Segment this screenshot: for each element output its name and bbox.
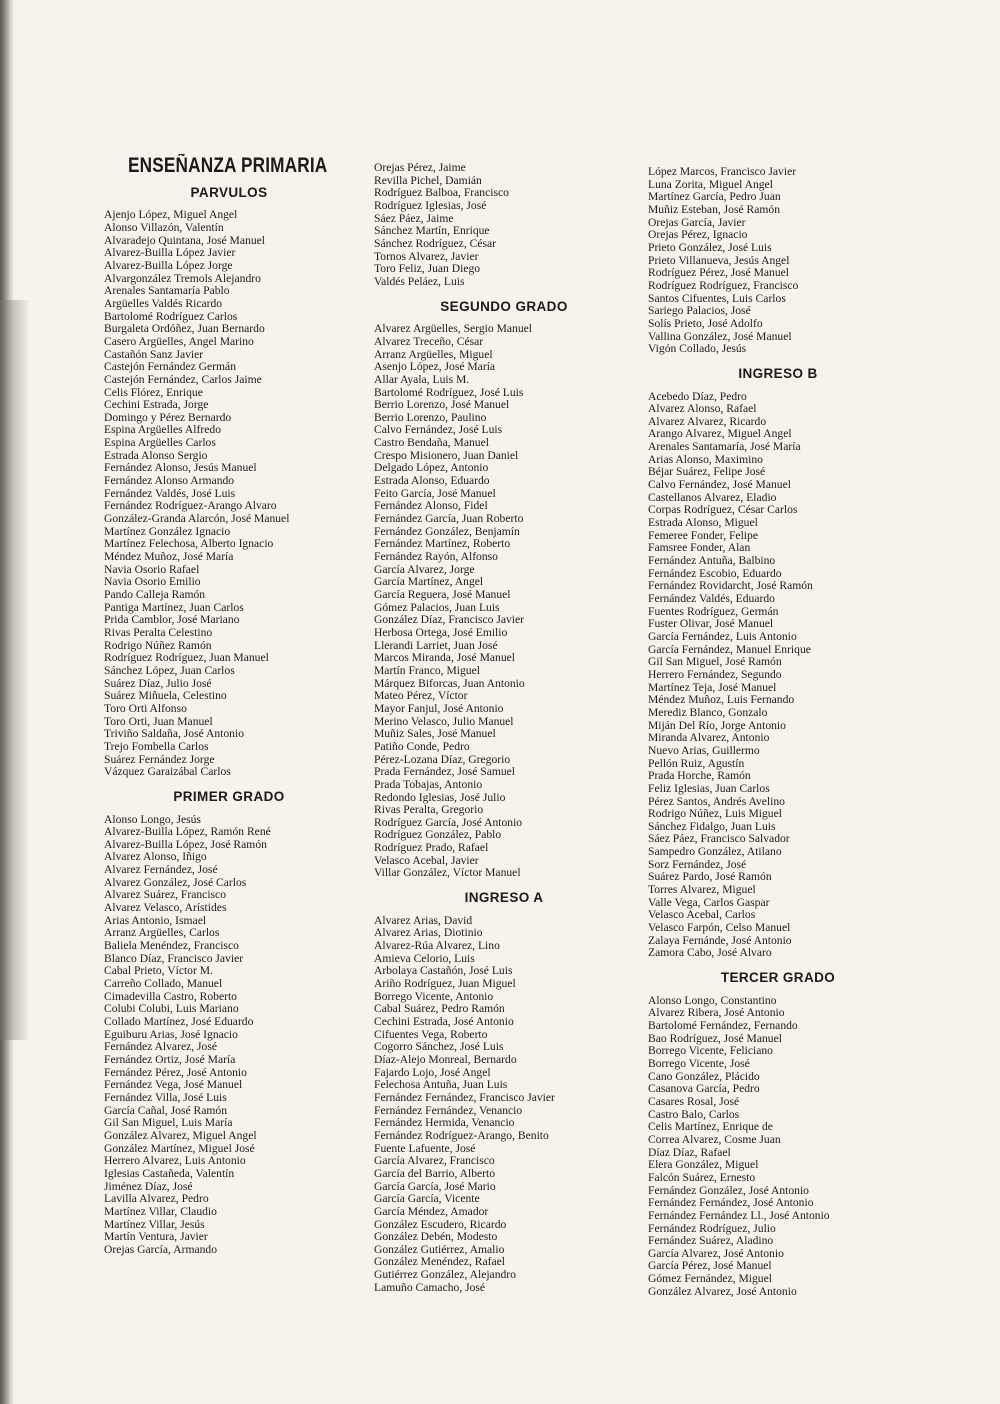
list-item: Borrego Vicente, Feliciano (648, 1044, 773, 1058)
list-item: Domingo y Pérez Bernardo (104, 410, 232, 424)
list-item: Mateo Pérez, Víctor (374, 689, 468, 703)
list-item: Orejas Pérez, Jaime (374, 161, 466, 174)
list-item: Iglesias Castañeda, Valentín (104, 1166, 235, 1180)
list-item: Zamora Cabo, José Alvaro (648, 946, 772, 960)
list-item: Rodríguez González, Pablo (374, 828, 502, 842)
list-item: Colubi Colubi, Luis Mariano (104, 1002, 239, 1016)
list-item: Arias Antonio, Ismael (104, 913, 207, 927)
name-list (374, 162, 634, 289)
list-item: Acebedo Díaz, Pedro (648, 389, 747, 403)
list-item: Méndez Muñoz, José María (104, 550, 234, 564)
list-item: Pérez Santos, Andrés Avelino (648, 794, 785, 808)
list-item: Estrada Alonso, Miguel (648, 516, 758, 530)
list-item: Herrero Alvarez, Luis Antonio (104, 1154, 246, 1168)
list-item: Fernández Rodríguez-Arango Alvaro (104, 499, 277, 513)
list-item: Alvarez Treceño, César (374, 334, 484, 348)
list-item: Martínez Villar, Jesús (104, 1217, 205, 1231)
list-item: Méndez Muñoz, Luis Fernando (648, 693, 795, 707)
list-item: Alvarez Velasco, Arístides (104, 901, 227, 915)
list-item: Fernández Valdés, José Luis (104, 486, 236, 500)
list-item: Lavilla Alvarez, Pedro (104, 1192, 209, 1206)
list-item: Cogorro Sánchez, José Luis (374, 1040, 504, 1054)
list-item: Alvarez Alonso, Rafael (648, 402, 757, 416)
section-heading-tercer-grado: TERCER GRADO (720, 970, 836, 986)
list-item: Fernández Alonso, Jesús Manuel (104, 461, 257, 475)
name-list (648, 166, 908, 356)
section-heading-segundo-grado: SEGUNDO GRADO (440, 298, 568, 314)
list-item: Berrio Lorenzo, Paulino (374, 410, 487, 424)
list-item: Feliz Iglesias, Juan Carlos (648, 781, 770, 795)
list-item: Velasco Acebal, Javier (374, 853, 479, 867)
list-item: Luna Zorita, Miguel Angel (648, 177, 773, 191)
list-item: Bartolomé Rodríguez Carlos (104, 309, 238, 323)
list-item: Vázquez Garaizábal Carlos (104, 765, 231, 779)
list-item: González Menéndez, Rafael (374, 1255, 506, 1269)
list-item: Alvarez Alonso, Iñigo (104, 850, 207, 864)
list-item: Orejas García, Armando (104, 1242, 217, 1256)
list-item: Solís Prieto, José Adolfo (648, 316, 763, 330)
list-item: Fernández Fernández, Venancio (374, 1103, 523, 1117)
list-item: Alvarez Suárez, Francisco (104, 888, 227, 902)
list-item: Carreño Collado, Manuel (104, 977, 223, 991)
name-list (648, 995, 908, 1299)
list-item: Alvargonzález Tremols Alejandro (104, 271, 261, 285)
list-item: Miranda Alvarez, Antonio (648, 731, 770, 745)
list-item: Calvo Fernández, José Luis (374, 423, 503, 437)
list-item: Allar Ayala, Luis M. (374, 372, 470, 386)
list-item: Borrego Vicente, Antonio (374, 989, 494, 1003)
list-item: Gómez Fernández, Miguel (648, 1272, 772, 1286)
list-item: Rodríguez Balboa, Francisco (374, 186, 509, 200)
list-item: Prida Camblor, José Mariano (104, 613, 240, 627)
list-item: González Gutiérrez, Amalio (374, 1242, 505, 1256)
list-item: Crespo Misionero, Juan Daniel (374, 448, 519, 462)
list-item: Bartolomé Rodríguez, José Luis (374, 385, 524, 399)
list-item: Prieto Villanueva, Jesús Angel (648, 253, 790, 267)
section-heading-ingreso-b: INGRESO B (738, 365, 818, 381)
list-item: Alvarez-Builla López Jorge (104, 258, 233, 272)
list-item: Castro Balo, Carlos (648, 1107, 740, 1121)
list-item: Pantiga Martínez, Juan Carlos (104, 600, 244, 614)
list-item: Bao Rodríguez, José Manuel (648, 1031, 782, 1045)
list-item: Corpas Rodríguez, César Carlos (648, 503, 798, 517)
list-item: Muñiz Sales, José Manuel (374, 727, 496, 741)
list-item: Gil San Miguel, Luis María (104, 1116, 233, 1130)
list-item: Berrio Lorenzo, José Manuel (374, 398, 510, 412)
list-item: Famsree Fonder, Alan (648, 541, 751, 555)
list-item: Fernández Suárez, Aladino (648, 1234, 774, 1248)
list-item: Prada Fernández, José Samuel (374, 765, 516, 779)
list-item: Martínez Villar, Claudio (104, 1204, 217, 1218)
scan-photo-fragment (0, 300, 30, 1040)
list-item: Cabal Prieto, Víctor M. (104, 964, 213, 978)
list-item: Castañón Sanz Javier (104, 347, 204, 361)
list-item: Suárez Díaz, Julio José (104, 676, 212, 690)
list-item: Díaz Díaz, Rafael (648, 1145, 731, 1159)
list-item: García Cañal, José Ramón (104, 1103, 227, 1117)
list-item: Martínez Felechosa, Alberto Ignacio (104, 537, 274, 551)
list-item: Velasco Farpón, Celso Manuel (648, 921, 791, 935)
section-heading-primer-grado: PRIMER GRADO (173, 788, 285, 804)
section-heading-parvulos: PARVULOS (190, 184, 268, 200)
list-item: Valdés Peláez, Luis (374, 274, 465, 288)
list-item: Alvarez Arias, David (374, 913, 473, 927)
list-item: Celis Martínez, Enrique de (648, 1120, 773, 1134)
list-item: Suárez Miñuela, Celestino (104, 689, 227, 703)
list-item: Asenjo López, José María (374, 360, 496, 374)
list-item: Sorz Fernández, José (648, 857, 747, 871)
list-item: Suárez Pardo, José Ramón (648, 870, 772, 884)
list-item: Sáez Páez, Francisco Salvador (648, 832, 790, 846)
page-title: ENSEÑANZA PRIMARIA (128, 154, 328, 177)
list-item: Arbolaya Castañón, José Luis (374, 964, 513, 978)
list-item: García Alvarez, Jorge (374, 562, 475, 576)
list-item: Burgaleta Ordóñez, Juan Bernardo (104, 322, 265, 336)
list-item: Fernández Martínez, Roberto (374, 537, 511, 551)
list-item: González Debén, Modesto (374, 1230, 498, 1244)
list-item: Alvarez Alvarez, Ricardo (648, 414, 767, 428)
list-item: Rodríguez Iglesias, José (374, 198, 487, 212)
list-item: García García, Vicente (374, 1192, 480, 1206)
list-item: Fuentes Rodríguez, Germán (648, 604, 779, 618)
list-item: Navia Osorio Emilio (104, 575, 201, 589)
list-item: Elera González, Miguel (648, 1158, 759, 1172)
list-item: Sáez Páez, Jaime (374, 211, 454, 225)
list-item: Falcón Suárez, Ernesto (648, 1170, 756, 1184)
list-item: Gil San Miguel, José Ramón (648, 655, 782, 669)
list-item: Pérez-Lozana Díaz, Gregorio (374, 752, 511, 766)
list-item: Suárez Fernández Jorge (104, 752, 215, 766)
list-item: Nuevo Arias, Guillermo (648, 743, 760, 757)
list-item: García Martínez, Angel (374, 575, 484, 589)
list-item: Gómez Palacios, Juan Luis (374, 600, 500, 614)
list-item: Martínez García, Pedro Juan (648, 190, 781, 204)
list-item: Fernández Hermida, Venancio (374, 1116, 515, 1130)
list-item: Fernández García, Juan Roberto (374, 512, 524, 526)
list-item: Fernández Fernández, José Antonio (648, 1196, 814, 1210)
list-item: García García, José Mario (374, 1179, 496, 1193)
list-item: Cimadevilla Castro, Roberto (104, 989, 237, 1003)
list-item: García Fernández, Manuel Enrique (648, 642, 811, 656)
name-list (648, 391, 908, 961)
list-item: Toro Orti, Juan Manuel (104, 714, 213, 728)
list-item: Cechini Estrada, Jorge (104, 398, 209, 412)
list-item: García Fernández, Luis Antonio (648, 629, 797, 643)
list-item: Revilla Pichel, Damián (374, 173, 482, 187)
list-item: Tornos Alvarez, Javier (374, 249, 479, 263)
list-item: Fernández Rovidarcht, José Ramón (648, 579, 813, 593)
list-item: Rodríguez Prado, Rafael (374, 841, 489, 855)
list-item: García Alvarez, José Antonio (648, 1246, 784, 1260)
list-item: Castejón Fernández Germán (104, 360, 236, 374)
list-item: Herrero Fernández, Segundo (648, 667, 782, 681)
list-item: Sánchez López, Juan Carlos (104, 663, 235, 677)
list-item: Castejón Fernández, Carlos Jaime (104, 372, 262, 386)
list-item: Casanova García, Pedro (648, 1082, 760, 1096)
list-item: Castellanos Alvarez, Eladio (648, 490, 777, 504)
list-item: Fernández Pérez, José Antonio (104, 1065, 247, 1079)
list-item: Valle Vega, Carlos Gaspar (648, 895, 770, 909)
list-item: Fernández Fernández Ll., José Antonio (648, 1208, 830, 1222)
list-item: Díaz-Alejo Monreal, Bernardo (374, 1052, 517, 1066)
list-item: Cechini Estrada, José Antonio (374, 1015, 514, 1028)
list-item: Arranz Argüelles, Miguel (374, 347, 493, 361)
list-item: Baliela Menéndez, Francisco (104, 939, 239, 953)
list-item: Sánchez Martín, Enrique (374, 224, 490, 238)
list-item: Alvarez-Rúa Alvarez, Lino (374, 939, 500, 953)
list-item: Pando Calleja Ramón (104, 588, 206, 601)
list-item: Alvarez-Builla López, Ramón René (104, 825, 271, 839)
list-item: Arranz Argüelles, Carlos (104, 926, 220, 940)
list-item: Feito García, José Manuel (374, 486, 496, 500)
list-item: González Alvarez, Miguel Angel (104, 1128, 257, 1142)
list-item: Márquez Biforcas, Juan Antonio (374, 676, 525, 690)
list-item: Santos Cifuentes, Luis Carlos (648, 291, 786, 305)
list-item: Estrada Alonso, Eduardo (374, 474, 490, 488)
list-item: Fernández Valdés, Eduardo (648, 592, 775, 605)
list-item: Toro Orti Alfonso (104, 701, 187, 715)
list-item: Rodríguez García, José Antonio (374, 815, 523, 829)
list-item: Orejas Pérez, Ignacio (648, 228, 748, 242)
list-item: Arenales Santamaría, José María (648, 440, 801, 454)
list-item: Estrada Alonso Sergio (104, 448, 208, 462)
column-3 (648, 166, 908, 1298)
list-item: Triviño Saldaña, José Antonio (104, 727, 244, 741)
list-item: Prada Tobajas, Antonio (374, 777, 483, 791)
list-item: Castro Bendaña, Manuel (374, 436, 489, 450)
list-item: Martínez Teja, José Manuel (648, 680, 777, 694)
name-list (374, 323, 634, 880)
list-item: Arango Alvarez, Miguel Angel (648, 427, 792, 441)
list-item: Blanco Díaz, Francisco Javier (104, 951, 244, 965)
list-item: Merediz Blanco, Gonzalo (648, 705, 768, 719)
list-item: Alvarez González, José Carlos (104, 875, 247, 889)
list-item: Alvarez Ribera, José Antonio (648, 1006, 785, 1020)
list-item: Marcos Miranda, José Manuel (374, 651, 516, 665)
list-item: Mayor Fanjul, José Antonio (374, 701, 504, 715)
list-item: Rivas Peralta, Gregorio (374, 803, 484, 817)
list-item: Calvo Fernández, José Manuel (648, 478, 791, 492)
list-item: Collado Martínez, José Eduardo (104, 1015, 254, 1028)
list-item: Sariego Palacios, José (648, 304, 751, 318)
list-item: González-Granda Alarcón, José Manuel (104, 512, 290, 526)
list-item: Velasco Acebal, Carlos (648, 908, 756, 922)
list-item: García Reguera, José Manuel (374, 588, 511, 601)
list-item: Alvarez Fernández, José (104, 863, 218, 877)
list-item: González Martínez, Miguel José (104, 1141, 255, 1155)
list-item: Fernández Alonso, Fidel (374, 499, 488, 513)
list-item: González Díaz, Francisco Javier (374, 613, 525, 627)
list-item: Gutiérrez González, Alejandro (374, 1268, 516, 1282)
list-item: Sánchez Fidalgo, Juan Luis (648, 819, 776, 833)
list-item: Felechosa Antuña, Juan Luis (374, 1078, 508, 1092)
list-item: Martín Franco, Miguel (374, 663, 480, 677)
list-item: Vallina González, José Manuel (648, 329, 792, 343)
list-item: Femeree Fonder, Felipe (648, 528, 758, 542)
list-item: Pellón Ruiz, Agustín (648, 756, 745, 770)
list-item: Miján Del Río, Jorge Antonio (648, 718, 786, 732)
list-item: Fuster Olivar, José Manuel (648, 617, 774, 631)
list-item: Espina Argüelles Alfredo (104, 423, 221, 437)
list-item: Fernández Alvarez, José (104, 1040, 217, 1054)
list-item: Fernández Rodríguez-Arango, Benito (374, 1128, 549, 1142)
list-item: Béjar Suárez, Felipe José (648, 465, 766, 479)
list-item: Ariño Rodríguez, Juan Miguel (374, 977, 516, 991)
list-item: Trejo Fombella Carlos (104, 739, 209, 753)
list-item: Fernández Fernández, Francisco Javier (374, 1090, 555, 1104)
list-item: Alvarez-Builla López, José Ramón (104, 837, 267, 851)
column-1 (104, 150, 354, 1256)
list-item: Sánchez Rodríguez, César (374, 236, 497, 250)
list-item: Celis Flórez, Enrique (104, 385, 203, 399)
list-item: Alvarez Argüelles, Sergio Manuel (374, 322, 532, 336)
list-item: Cano González, Plácido (648, 1069, 760, 1083)
list-item: Bartolomé Fernández, Fernando (648, 1019, 798, 1032)
list-item: Zalaya Fernánde, José Antonio (648, 933, 792, 947)
list-item: Fernández Ortiz, José María (104, 1052, 236, 1066)
list-item: Rodríguez Rodríguez, Juan Manuel (104, 651, 269, 665)
list-item: López Marcos, Francisco Javier (648, 165, 797, 178)
list-item: Rodríguez Rodríguez, Francisco (648, 278, 799, 292)
list-item: Alvarez-Builla López Javier (104, 246, 236, 260)
list-item: Prada Horche, Ramón (648, 769, 751, 783)
list-item: García Méndez, Amador (374, 1204, 489, 1218)
list-item: Fernández Escobio, Eduardo (648, 566, 782, 580)
list-item: Cifuentes Vega, Roberto (374, 1027, 488, 1041)
list-item: Casares Rosal, José (648, 1094, 740, 1108)
list-item: Casero Argüelles, Angel Marino (104, 334, 254, 348)
list-item: Espina Argüelles Carlos (104, 436, 216, 450)
list-item: Alonso Villazón, Valentín (104, 220, 224, 234)
list-item: Rivas Peralta Celestino (104, 625, 213, 639)
list-item: García Pérez, José Manuel (648, 1259, 772, 1273)
list-item: Argüelles Valdés Ricardo (104, 296, 223, 310)
list-item: Eguiburu Arias, José Ignacio (104, 1027, 238, 1041)
section-heading-ingreso-a: INGRESO A (464, 890, 544, 906)
list-item: Fernández Villa, José Luis (104, 1090, 227, 1104)
list-item: Fuente Lafuente, José (374, 1141, 476, 1155)
list-item: Torres Alvarez, Miguel (648, 883, 756, 897)
list-item: Fernández Rayón, Alfonso (374, 550, 498, 564)
list-item: Alonso Longo, Constantino (648, 993, 777, 1007)
list-item: Muñiz Esteban, José Ramón (648, 202, 781, 216)
list-item: Patiño Conde, Pedro (374, 739, 470, 753)
list-item: Fernández Alonso Armando (104, 474, 235, 488)
list-item: Martínez González Ignacio (104, 524, 231, 538)
list-item: Fernández González, Benjamín (374, 524, 520, 538)
list-item: Toro Feliz, Juan Diego (374, 262, 481, 276)
list-item: Merino Velasco, Julio Manuel (374, 714, 514, 728)
list-item: Arias Alonso, Maximino (648, 452, 763, 466)
list-item: Fernández Rodríguez, Julio (648, 1221, 776, 1235)
list-item: Alonso Longo, Jesús (104, 812, 201, 826)
list-item: Rodríguez Pérez, José Manuel (648, 266, 790, 280)
list-item: Borrego Vicente, José (648, 1056, 750, 1070)
list-item: Martín Ventura, Javier (104, 1230, 208, 1244)
column-2 (374, 162, 634, 1294)
list-item: Llerandi Larriet, Juan José (374, 638, 498, 652)
list-item: Rodrigo Núñez, Luis Miguel (648, 807, 782, 821)
list-item: González Escudero, Ricardo (374, 1217, 507, 1231)
list-item: González Alvarez, José Antonio (648, 1284, 797, 1298)
list-item: Orejas García, Javier (648, 215, 746, 229)
list-item: Navia Osorio Rafael (104, 562, 200, 576)
list-item: Vigón Collado, Jesús (648, 342, 747, 356)
list-item: Correa Alvarez, Cosme Juan (648, 1132, 781, 1146)
list-item: Alvarez Arias, Diotinio (374, 926, 483, 940)
list-item: Fernández González, José Antonio (648, 1183, 809, 1197)
list-item: Jiménez Díaz, José (104, 1179, 193, 1193)
list-item: Cabal Suárez, Pedro Ramón (374, 1002, 505, 1016)
list-item: Lamuño Camacho, José (374, 1280, 486, 1294)
list-item: Alvaradejo Quintana, José Manuel (104, 233, 265, 247)
list-item: Ajenjo López, Miguel Angel (104, 208, 238, 222)
list-item: Fernández Vega, José Manuel (104, 1078, 243, 1092)
list-item: Delgado López, Antonio (374, 461, 489, 475)
name-list (104, 814, 354, 1257)
list-item: Arenales Santamaría Pablo (104, 284, 230, 298)
list-item: Prieto González, José Luis (648, 240, 772, 254)
list-item: Amieva Celorio, Luis (374, 951, 475, 965)
list-item: García Alvarez, Francisco (374, 1154, 495, 1168)
list-item: Redondo Iglesias, José Julio (374, 790, 506, 804)
list-item: Fajardo Lojo, José Angel (374, 1065, 491, 1079)
list-item: Villar González, Víctor Manuel (374, 866, 521, 880)
list-item: García del Barrio, Alberto (374, 1166, 496, 1180)
list-item: Herbosa Ortega, José Emilio (374, 625, 508, 639)
list-item: Fernández Antuña, Balbino (648, 554, 776, 568)
name-list (104, 209, 354, 779)
list-item: Sampedro González, Atilano (648, 845, 782, 859)
list-item: Rodrigo Núñez Ramón (104, 638, 212, 652)
name-list (374, 915, 634, 1295)
